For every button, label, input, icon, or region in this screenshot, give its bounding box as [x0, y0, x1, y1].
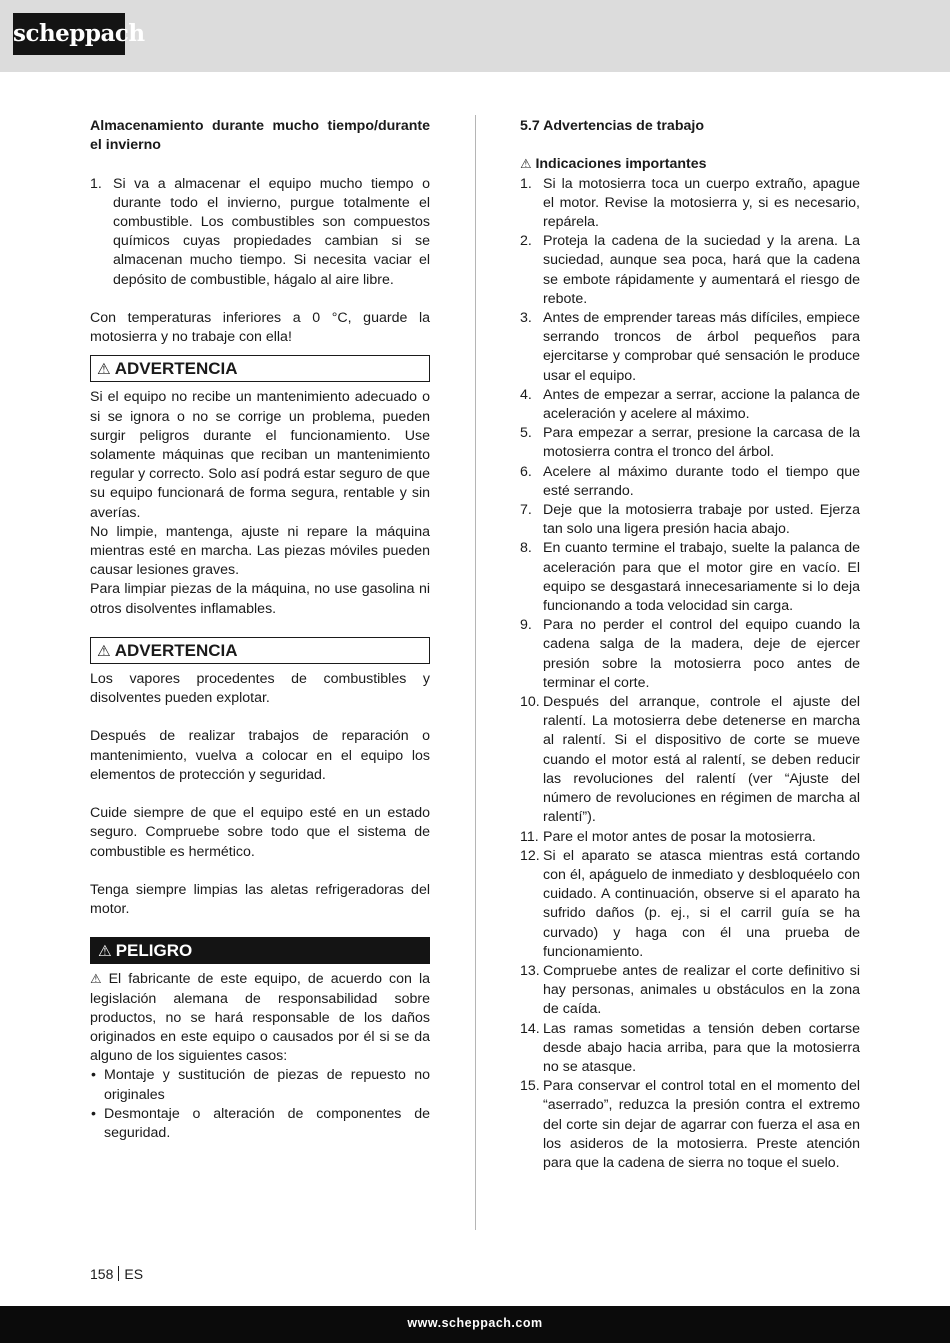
- section-heading: 5.7 Advertencias de trabajo: [520, 118, 704, 134]
- page-footer: [0, 1306, 950, 1343]
- list-item: 3. Antes de emprender tareas más difíciles, empiece serrando troncos de árbol pequeños para ejercitarse y comprobar qué sensación le produce usar el equipo.: [520, 310, 860, 384]
- column-divider: [475, 115, 476, 1230]
- important-notes-heading: ⚠ Indicaciones importantes: [520, 156, 707, 173]
- left-column: [90, 117, 430, 1143]
- paragraph: Tenga siempre limpias las aletas refrigeradoras del motor.: [90, 882, 430, 918]
- list-item: 8. En cuanto termine el trabajo, suelte la palanca de aceleración para que el motor gire en vacío. El equipo se desgastará innecesariamente si lo deja funcionando a toda velocidad sin carga.: [520, 540, 860, 615]
- list-item: 7. Deje que la motosierra trabaje por usted. Ejerza tan solo una ligera presión hacia abajo.: [520, 502, 860, 538]
- paragraph: ⚠ El fabricante de este equipo, de acuerdo con la legislación alemana de responsabilidad sobre productos, no se hará responsable de los daños originados en este equipo o causados por él si se da alguno de los siguientes casos:: [90, 971, 430, 1065]
- paragraph: Para limpiar piezas de la máquina, no use gasolina ni otros disolventes inflamables.: [90, 581, 430, 617]
- warning-triangle-icon: ⚠: [97, 360, 111, 379]
- list-item: 4. Antes de empezar a serrar, accione la palanca de aceleración y acelere al máximo.: [520, 386, 860, 423]
- warning-triangle-icon: ⚠: [98, 942, 112, 961]
- separator: [118, 1266, 119, 1281]
- list-item: 10. Después del arranque, controle el ajuste del ralentí. La motosierra debe detenerse en marcha al ralentí. Si el dispositivo de corte se mueve cuando el motor está al ralentí, se deben reducir las revoluciones del ralentí (ver “Ajuste del número de revoluciones en régimen de marcha al ralentí”).: [520, 694, 860, 826]
- page-number: 158 ES: [90, 1266, 144, 1282]
- list-item: 6. Acelere al máximo durante todo el tiempo que esté serrando.: [520, 463, 860, 499]
- paragraph: Cuide siempre de que el equipo esté en un estado seguro. Compruebe sobre todo que el sistema de combustible es hermético.: [90, 805, 430, 860]
- list-item: 1. Si va a almacenar el equipo mucho tiempo o durante todo el invierno, purgue totalmente el combustible. Los combustibles son compuestos químicos cuyas propiedades cambian si se almacenan mucho tiempo. Si necesita vaciar el depósito de combustible, hágalo al aire libre.: [90, 175, 430, 288]
- warning-box: ⚠ ADVERTENCIA: [90, 355, 430, 382]
- page-header: [0, 0, 950, 72]
- list-item: 13. Compruebe antes de realizar el corte definitivo si hay personas, animales u obstáculos en la zona de caída.: [520, 962, 860, 1018]
- warning-triangle-icon: ⚠: [90, 972, 105, 988]
- list-item: • Desmontaje o alteración de componentes de seguridad.: [90, 1105, 430, 1143]
- storage-heading: Almacenamiento durante mucho tiempo/durante el invierno: [90, 118, 430, 154]
- list-item: • Montaje y sustitución de piezas de repuesto no originales: [90, 1066, 430, 1104]
- danger-bullet-list: [90, 1066, 430, 1143]
- warning-triangle-icon: ⚠: [520, 157, 532, 173]
- list-item: 9. Para no perder el control del equipo cuando la cadena salga de la madera, deje de ejercer presión sobre la motosierra poco antes de terminar el corte.: [520, 617, 860, 691]
- list-item: 1. Si la motosierra toca un cuerpo extraño, apague el motor. Revise la motosierra y, si es necesario, repárela.: [520, 175, 860, 230]
- list-item: 14. Las ramas sometidas a tensión deben cortarse desde abajo hacia arriba, para que la motosierra no se atasque.: [520, 1020, 860, 1075]
- paragraph: Si el equipo no recibe un mantenimiento adecuado o si se ignora o no se corrige un problema, pueden surgir peligros durante el funcionamiento. Use solamente máquinas que reciban un mantenimiento regular y correcto. Solo así podrá estar seguro de que su equipo funcionará de forma segura, rentable y sin averías.: [90, 389, 430, 521]
- paragraph: Después de realizar trabajos de reparación o mantenimiento, vuelva a colocar en el equipo los elementos de protección y seguridad.: [90, 728, 430, 783]
- warning-box: ⚠ ADVERTENCIA: [90, 637, 430, 664]
- scheppach-logo: scheppach: [13, 13, 125, 55]
- list-item: 12. Si el aparato se atasca mientras está cortando con él, apáguelo de inmediato y desbloquéelo con cuidado. A continuación, observe si el aparato ha sufrido daños (p. ej., si el carril guía se ha curvado) y haga con él una prueba de funcionamiento.: [520, 847, 860, 960]
- right-column: [520, 117, 860, 1173]
- paragraph: Los vapores procedentes de combustibles y disolventes pueden explotar.: [90, 670, 430, 707]
- list-item: 2. Proteja la cadena de la suciedad y la arena. La suciedad, aunque sea poca, hará que la cadena se embote rápidamente y aumentará el riesgo de rebote.: [520, 233, 860, 307]
- storage-list: [90, 175, 430, 290]
- list-item: 15. Para conservar el control total en el momento del “aserrado”, reduzca la presión contra el extremo del corte sin dejar de agarrar con fuerza el asa en los asideros de la motosierra. Preste atención para que la cadena de sierra no toque el suelo.: [520, 1078, 860, 1171]
- list-item: 11. Pare el motor antes de posar la motosierra.: [520, 828, 816, 845]
- website-url: www.scheppach.com: [407, 1316, 543, 1330]
- list-item: 5. Para empezar a serrar, presione la carcasa de la motosierra contra el tronco del árbol.: [520, 425, 860, 461]
- warning-triangle-icon: ⚠: [97, 641, 111, 660]
- danger-box: ⚠ PELIGRO: [90, 937, 430, 964]
- temperature-note: Con temperaturas inferiores a 0 °C, guarde la motosierra y no trabaje con ella!: [90, 310, 430, 346]
- paragraph: No limpie, mantenga, ajuste ni repare la máquina mientras esté en marcha. Las piezas móviles pueden causar lesiones graves.: [90, 523, 430, 579]
- work-warnings-list: [520, 175, 860, 1174]
